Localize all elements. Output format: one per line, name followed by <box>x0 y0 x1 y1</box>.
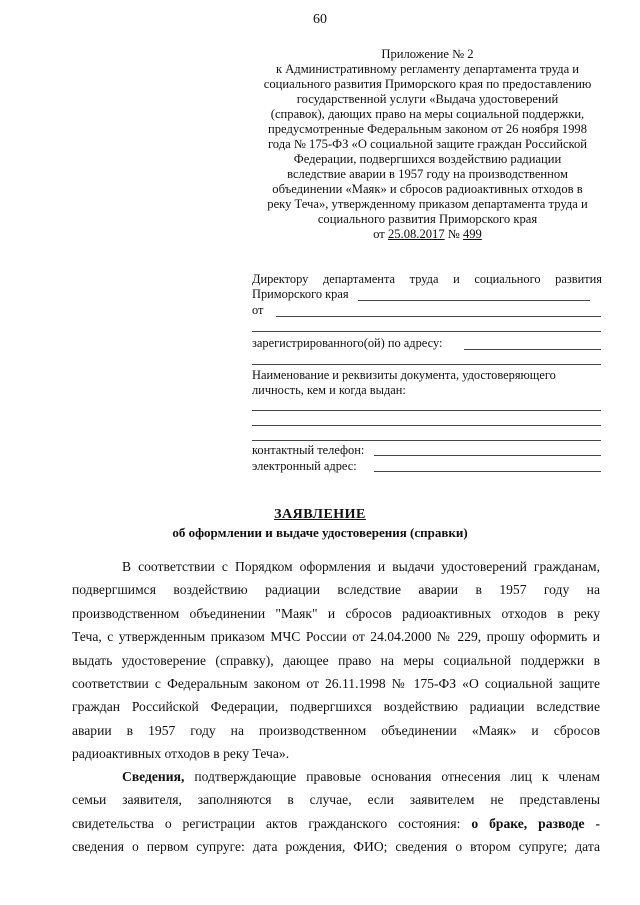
bold-lead: Сведения, <box>122 769 185 784</box>
paragraph-line: соответствии с Федеральным законом от 26.11.1998 № 175-ФЗ «О социальной защите <box>72 676 600 692</box>
paragraph-line: Теча, с утвержденным приказом МЧС России от 24.04.2000 № 229, прошу оформить и <box>72 629 600 645</box>
appendix-line: Приложение № 2 <box>381 47 474 61</box>
statement-subtitle: об оформлении и выдаче удостоверения (справки) <box>172 525 468 540</box>
appendix-line: года № 175-ФЗ «О социальной защите граждан Российской <box>267 137 588 151</box>
document-label-line1: Наименование и реквизиты документа, удостоверяющего <box>252 368 556 382</box>
director-label-line2: Приморского края <box>252 287 349 301</box>
paragraph-line: семьи заявителя, заполняются в случае, если заявителем не представлены <box>72 792 600 808</box>
director-name-field[interactable] <box>358 300 590 301</box>
appendix-line: государственной услуги «Выдача удостоверений <box>296 92 559 106</box>
text-run: подтверждающие правовые основания отнесения лиц к членам <box>184 769 600 784</box>
phone-field[interactable] <box>374 455 601 456</box>
order-date: 25.08.2017 <box>387 227 445 241</box>
applicant-name-field-2[interactable] <box>252 331 601 332</box>
email-label: электронный адрес: <box>252 459 357 473</box>
applicant-name-field[interactable] <box>276 316 601 317</box>
registered-address-label: зарегистрированного(ой) по адресу: <box>252 336 443 350</box>
registered-address-field-2[interactable] <box>252 364 601 365</box>
paragraph-line <box>72 812 600 835</box>
paragraph-line: выдать удостоверение (справку), дающее право на меры социальной поддержки в <box>72 652 600 668</box>
paragraph-line: сведения о первом супруге: дата рождения, ФИО; сведения о втором супруге; дата <box>72 839 600 855</box>
document-field-1[interactable] <box>252 410 601 411</box>
paragraph-1 <box>72 555 600 766</box>
paragraph-line: радиоактивных отходов в реку Теча». <box>72 746 290 762</box>
appendix-line: социального развития Приморского края <box>317 212 538 226</box>
paragraph-line: В соответствии с Порядком оформления и выдачи удостоверений гражданам, <box>122 559 600 574</box>
appendix-line: вследствие аварии в 1957 году на производственном <box>287 167 568 181</box>
text-run: свидетельства о регистрации актов гражданского состояния: <box>72 815 472 831</box>
appendix-line: объединении «Маяк» и сбросов радиоактивных отходов в <box>272 182 583 196</box>
paragraph-2 <box>72 765 600 859</box>
appendix-header <box>250 47 605 242</box>
document-field-3[interactable] <box>252 440 601 441</box>
paragraph-line: производственном объединении "Маяк" и сбросов радиоактивных отходов в реку <box>72 605 600 621</box>
bold-run: о браке, разводе - <box>471 815 600 831</box>
appendix-line: реку Теча», утвержденному приказом департамента труда и <box>267 197 588 211</box>
document-field-2[interactable] <box>252 425 601 426</box>
email-field[interactable] <box>374 471 601 472</box>
number-prefix: № <box>444 227 463 241</box>
paragraph-line: граждан Российской Федерации, подвергшихся воздействию радиации вследствие <box>72 699 600 715</box>
appendix-line: Федерации, подвергшихся воздействию радиации <box>293 152 562 166</box>
registered-address-field[interactable] <box>464 349 601 350</box>
phone-label: контактный телефон: <box>252 443 365 457</box>
order-number: 499 <box>462 227 482 241</box>
paragraph-line: аварии в 1957 году на производственном объединении «Маяк» и сбросов <box>72 722 600 738</box>
from-label: от <box>252 303 264 317</box>
appendix-line: к Административному регламенту департамента труда и <box>275 62 580 76</box>
appendix-line: социального развития Приморского края по предоставлению <box>263 77 592 91</box>
director-label-line1: Директору департамента труда и социального развития <box>252 272 602 286</box>
paragraph-line: подвергшимся воздействию радиации вследствие аварии в 1957 году на <box>72 582 600 598</box>
document-label-line2: личность, кем и когда выдан: <box>252 383 406 397</box>
page-number: 60 <box>313 12 327 27</box>
date-prefix: от <box>373 227 388 241</box>
paragraph-line <box>72 765 600 788</box>
statement-title: ЗАЯВЛЕНИЕ <box>274 507 366 522</box>
appendix-line: (справок), дающих право на меры социальной поддержки, <box>270 107 585 121</box>
appendix-date-line <box>250 227 605 242</box>
appendix-line: предусмотренные Федеральным законом от 26 ноября 1998 <box>268 122 587 136</box>
